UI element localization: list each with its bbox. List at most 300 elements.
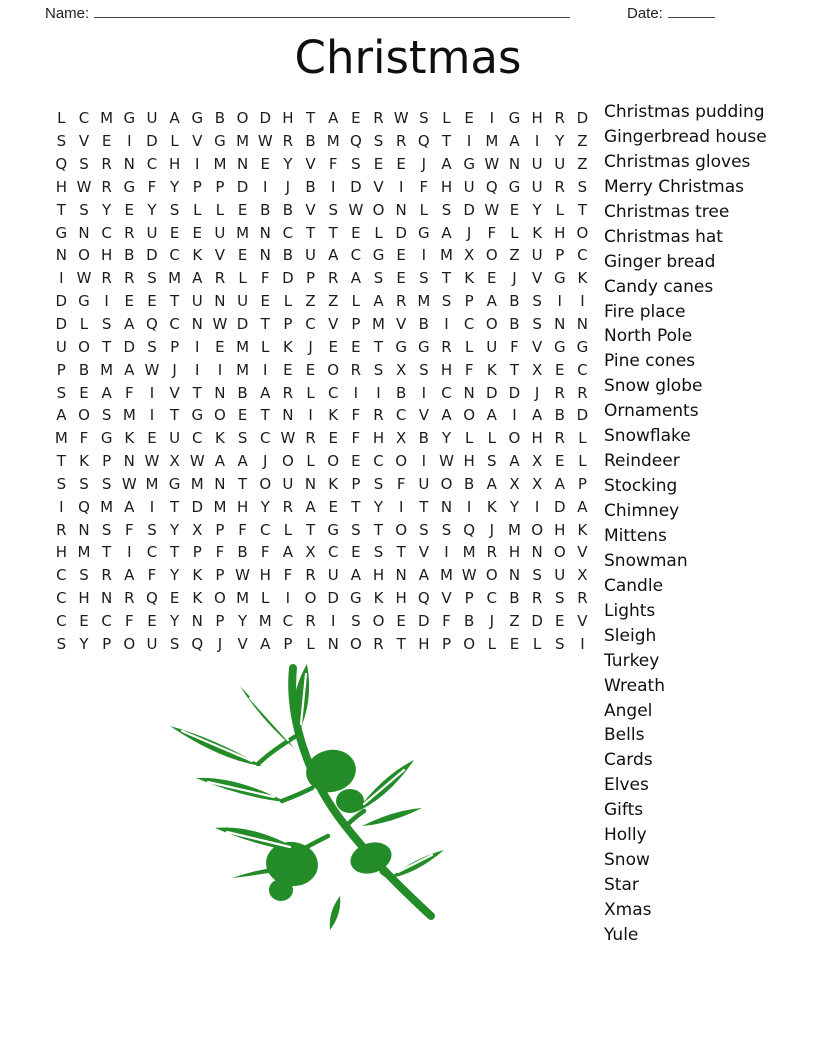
grid-cell: F bbox=[124, 383, 134, 402]
word-list-item: Turkey bbox=[604, 650, 660, 671]
grid-cell: I bbox=[330, 611, 336, 630]
grid-cell: G bbox=[350, 589, 362, 608]
grid-cell: A bbox=[282, 543, 294, 562]
olive-branch-illustration bbox=[160, 660, 450, 936]
grid-cell: S bbox=[419, 520, 429, 539]
grid-cell: C bbox=[441, 383, 452, 402]
word-list-item: Xmas bbox=[604, 900, 652, 920]
grid-cell: X bbox=[531, 360, 543, 379]
grid-cell: O bbox=[281, 452, 294, 471]
grid-cell: W bbox=[144, 360, 160, 379]
grid-cell: A bbox=[214, 452, 226, 471]
grid-cell: N bbox=[123, 452, 135, 471]
grid-cell: A bbox=[418, 566, 429, 585]
grid-cell: S bbox=[419, 360, 429, 379]
grid-cell: M bbox=[236, 360, 250, 379]
grid-cell: A bbox=[441, 223, 452, 242]
grid-cell: Y bbox=[79, 634, 89, 653]
grid-cell: I bbox=[376, 383, 381, 402]
grid-cell: R bbox=[395, 292, 407, 311]
grid-cell: L bbox=[283, 292, 293, 311]
grid-cell: Y bbox=[237, 611, 248, 630]
grid-cell: I bbox=[534, 497, 540, 516]
grid-cell: J bbox=[308, 337, 313, 356]
grid-cell: S bbox=[487, 452, 497, 471]
word-list-item: Ornaments bbox=[604, 401, 699, 422]
grid-cell: D bbox=[350, 177, 362, 196]
grid-cell: S bbox=[532, 315, 542, 334]
word-list-item: Star bbox=[604, 875, 639, 896]
word-list-item: Snowflake bbox=[604, 426, 691, 447]
grid-cell: Q bbox=[191, 634, 204, 653]
grid-cell: O bbox=[372, 611, 385, 630]
grid-cell: N bbox=[576, 315, 589, 334]
grid-cell: T bbox=[441, 132, 452, 151]
grid-cell: K bbox=[192, 246, 203, 265]
grid-cell: F bbox=[396, 474, 406, 493]
grid-cell: P bbox=[351, 315, 361, 334]
grid-cell: T bbox=[305, 520, 316, 539]
grid-cell: K bbox=[577, 520, 588, 539]
grid-cell: Y bbox=[283, 155, 293, 174]
grid-cell: H bbox=[101, 246, 113, 265]
grid-cell: N bbox=[101, 589, 113, 608]
grid-cell: C bbox=[78, 109, 90, 128]
grid-cell: V bbox=[418, 406, 429, 425]
grid-cell: A bbox=[124, 566, 135, 585]
grid-cell: C bbox=[486, 589, 498, 608]
grid-cell: F bbox=[147, 566, 157, 585]
grid-cell: E bbox=[373, 155, 384, 174]
grid-cell: C bbox=[577, 360, 588, 379]
grid-cell: Z bbox=[577, 132, 588, 151]
grid-cell: W bbox=[121, 474, 137, 493]
grid-cell: M bbox=[54, 429, 68, 448]
grid-cell: R bbox=[282, 383, 294, 402]
grid-cell: Q bbox=[146, 589, 158, 608]
word-list-item: Stocking bbox=[604, 476, 678, 497]
grid-cell: H bbox=[531, 109, 543, 128]
grid-cell: U bbox=[282, 474, 294, 493]
grid-cell: A bbox=[577, 497, 588, 516]
grid-cell: E bbox=[79, 611, 89, 630]
word-list-item: Chimney bbox=[604, 501, 680, 521]
grid-cell: E bbox=[555, 452, 565, 471]
date-blank-line bbox=[668, 3, 715, 18]
grid-cell: P bbox=[306, 269, 316, 288]
grid-cell: P bbox=[577, 474, 587, 493]
grid-cell: A bbox=[260, 383, 271, 402]
grid-cell: A bbox=[56, 406, 67, 425]
grid-cell: A bbox=[554, 474, 565, 493]
grid-cell: R bbox=[350, 360, 362, 379]
grid-cell: I bbox=[195, 337, 200, 356]
grid-cell: C bbox=[56, 566, 67, 585]
grid-cell: O bbox=[78, 337, 90, 356]
grid-cell: E bbox=[509, 634, 520, 653]
grid-cell: P bbox=[215, 520, 225, 539]
grid-cell: I bbox=[149, 406, 155, 425]
grid-cell: T bbox=[373, 337, 384, 356]
grid-cell: S bbox=[555, 589, 565, 608]
grid-cell: W bbox=[484, 200, 500, 219]
grid-cell: I bbox=[353, 383, 359, 402]
grid-cell: O bbox=[214, 406, 226, 425]
grid-cell: U bbox=[214, 223, 226, 242]
grid-cell: G bbox=[327, 520, 340, 539]
grid-cell: T bbox=[170, 406, 180, 425]
grid-cell: L bbox=[487, 634, 496, 653]
grid-cell: L bbox=[238, 269, 247, 288]
grid-cell: H bbox=[168, 155, 181, 174]
grid-cell: G bbox=[123, 109, 136, 128]
grid-cell: E bbox=[396, 269, 406, 288]
grid-cell: V bbox=[396, 315, 407, 334]
grid-cell: D bbox=[282, 269, 294, 288]
grid-cell: B bbox=[282, 200, 294, 219]
grid-cell: S bbox=[56, 132, 67, 151]
grid-cell: R bbox=[56, 520, 67, 539]
grid-cell: O bbox=[259, 474, 272, 493]
grid-cell: L bbox=[578, 429, 587, 448]
grid-cell: V bbox=[169, 383, 180, 402]
grid-cell: E bbox=[237, 246, 248, 265]
word-list-item: Holly bbox=[604, 825, 647, 846]
grid-cell: D bbox=[486, 383, 498, 402]
grid-cell: H bbox=[55, 543, 67, 562]
grid-cell: Q bbox=[463, 520, 476, 539]
grid-cell: M bbox=[440, 566, 453, 585]
grid-cell: G bbox=[463, 155, 475, 174]
grid-cell: A bbox=[124, 360, 135, 379]
grid-cell: V bbox=[214, 246, 226, 265]
grid-cell: R bbox=[305, 611, 316, 630]
grid-cell: S bbox=[56, 383, 67, 402]
grid-cell: T bbox=[102, 337, 112, 356]
grid-cell: A bbox=[373, 292, 384, 311]
grid-cell: T bbox=[305, 223, 316, 242]
word-list-item: Gifts bbox=[604, 800, 644, 821]
grid-cell: V bbox=[577, 543, 588, 562]
grid-cell: C bbox=[259, 429, 271, 448]
grid-cell: S bbox=[351, 155, 361, 174]
name-blank-line bbox=[94, 3, 570, 18]
grid-cell: X bbox=[531, 474, 543, 493]
grid-cell: Y bbox=[441, 429, 452, 448]
grid-cell: I bbox=[330, 177, 336, 196]
grid-cell: C bbox=[169, 246, 180, 265]
grid-cell: A bbox=[192, 269, 203, 288]
grid-cell: D bbox=[327, 589, 339, 608]
grid-cell: M bbox=[100, 109, 114, 128]
grid-cell: H bbox=[259, 566, 271, 585]
grid-cell: D bbox=[553, 497, 566, 516]
grid-cell: I bbox=[580, 292, 585, 311]
grid-cell: S bbox=[79, 200, 89, 219]
word-list-item: Lights bbox=[604, 600, 656, 621]
grid-cell: M bbox=[236, 132, 250, 151]
word-list-item: Angel bbox=[604, 700, 653, 721]
grid-cell: S bbox=[79, 155, 89, 174]
grid-cell: Y bbox=[373, 497, 384, 516]
grid-cell: G bbox=[55, 223, 68, 242]
grid-cell: V bbox=[373, 177, 384, 196]
grid-cell: T bbox=[260, 406, 270, 425]
grid-cell: E bbox=[396, 246, 406, 265]
grid-cell: N bbox=[327, 634, 339, 653]
grid-cell: I bbox=[421, 246, 427, 265]
grid-cell: X bbox=[305, 543, 316, 562]
grid-cell: U bbox=[418, 474, 430, 493]
grid-cell: P bbox=[215, 566, 225, 585]
grid-cell: K bbox=[464, 269, 475, 288]
grid-cell: B bbox=[282, 246, 294, 265]
grid-cell: U bbox=[327, 566, 339, 585]
grid-cell: U bbox=[169, 429, 181, 448]
grid-cell: S bbox=[373, 132, 384, 151]
grid-cell: V bbox=[577, 611, 588, 630]
grid-cell: K bbox=[124, 429, 135, 448]
grid-cell: D bbox=[146, 132, 158, 151]
grid-cell: R bbox=[554, 383, 565, 402]
grid-cell: H bbox=[440, 360, 453, 379]
grid-cell: P bbox=[441, 634, 451, 653]
grid-cell: M bbox=[372, 315, 385, 334]
grid-cell: O bbox=[78, 406, 90, 425]
grid-cell: F bbox=[442, 611, 451, 630]
grid-cell: M bbox=[77, 543, 91, 562]
grid-cell: D bbox=[55, 315, 68, 334]
grid-cell: G bbox=[553, 269, 566, 288]
grid-cell: F bbox=[124, 611, 134, 630]
grid-cell: Q bbox=[417, 132, 430, 151]
grid-cell: M bbox=[417, 292, 431, 311]
grid-cell: D bbox=[191, 497, 204, 516]
grid-cell: S bbox=[101, 315, 112, 334]
grid-cell: N bbox=[508, 155, 521, 174]
grid-cell: T bbox=[56, 452, 66, 471]
word-list-item: Candle bbox=[604, 575, 664, 596]
grid-cell: G bbox=[100, 429, 113, 448]
grid-cell: Y bbox=[170, 177, 180, 196]
grid-cell: F bbox=[328, 155, 338, 174]
grid-cell: N bbox=[55, 246, 67, 265]
grid-cell: X bbox=[192, 520, 203, 539]
word-list-item: Snowman bbox=[604, 550, 688, 571]
grid-cell: C bbox=[169, 315, 180, 334]
grid-cell: H bbox=[372, 429, 385, 448]
grid-cell: W bbox=[280, 429, 296, 448]
grid-cell: I bbox=[398, 177, 404, 196]
grid-cell: M bbox=[236, 589, 250, 608]
word-search-grid bbox=[50, 107, 594, 655]
grid-cell: D bbox=[123, 337, 136, 356]
grid-cell: C bbox=[101, 223, 112, 242]
grid-cell: S bbox=[169, 200, 180, 219]
grid-cell: S bbox=[532, 292, 542, 311]
grid-cell: O bbox=[463, 406, 476, 425]
word-list-item: Bells bbox=[604, 725, 645, 746]
grid-cell: L bbox=[283, 520, 293, 539]
grid-cell: I bbox=[580, 634, 585, 653]
grid-cell: C bbox=[305, 315, 316, 334]
grid-cell: O bbox=[440, 474, 453, 493]
grid-cell: N bbox=[463, 383, 475, 402]
grid-cell: E bbox=[237, 200, 248, 219]
grid-cell: E bbox=[215, 337, 225, 356]
grid-cell: Z bbox=[509, 611, 520, 630]
grid-cell: B bbox=[305, 132, 316, 151]
grid-cell: E bbox=[555, 360, 565, 379]
grid-cell: W bbox=[348, 200, 364, 219]
grid-cell: A bbox=[237, 452, 248, 471]
grid-cell: R bbox=[124, 223, 135, 242]
grid-cell: U bbox=[554, 566, 566, 585]
grid-cell: U bbox=[146, 109, 158, 128]
grid-cell: T bbox=[419, 497, 429, 516]
grid-cell: R bbox=[554, 429, 565, 448]
grid-cell: A bbox=[350, 566, 361, 585]
grid-cell: B bbox=[260, 200, 271, 219]
grid-cell: F bbox=[79, 429, 89, 448]
grid-cell: T bbox=[305, 109, 316, 128]
grid-cell: W bbox=[461, 566, 477, 585]
grid-cell: E bbox=[396, 611, 406, 630]
grid-cell: K bbox=[577, 269, 588, 288]
grid-cell: W bbox=[76, 177, 92, 196]
grid-cell: O bbox=[349, 634, 362, 653]
grid-cell: S bbox=[237, 429, 248, 448]
grid-cell: J bbox=[489, 520, 495, 539]
grid-cell: M bbox=[100, 360, 114, 379]
date-field bbox=[627, 3, 715, 22]
grid-cell: I bbox=[217, 360, 223, 379]
grid-cell: L bbox=[215, 200, 225, 219]
grid-cell: L bbox=[79, 315, 89, 334]
grid-cell: N bbox=[191, 315, 203, 334]
grid-cell: A bbox=[531, 406, 543, 425]
grid-cell: E bbox=[169, 223, 180, 242]
grid-cell: E bbox=[328, 497, 338, 516]
grid-cell: S bbox=[373, 474, 384, 493]
grid-cell: C bbox=[259, 520, 271, 539]
grid-cell: L bbox=[57, 109, 66, 128]
grid-cell: E bbox=[396, 155, 406, 174]
grid-cell: R bbox=[305, 429, 316, 448]
grid-cell: O bbox=[327, 360, 340, 379]
grid-cell: L bbox=[306, 452, 315, 471]
grid-cell: M bbox=[326, 132, 340, 151]
grid-cell: V bbox=[328, 315, 339, 334]
grid-cell: P bbox=[464, 292, 474, 311]
grid-cell: V bbox=[78, 132, 90, 151]
grid-cell: H bbox=[418, 634, 430, 653]
grid-cell: Y bbox=[260, 497, 270, 516]
grid-cell: N bbox=[191, 611, 203, 630]
grid-cell: R bbox=[531, 589, 543, 608]
grid-cell: W bbox=[484, 155, 500, 174]
grid-cell: G bbox=[123, 177, 136, 196]
grid-cell: P bbox=[192, 177, 202, 196]
grid-cell: A bbox=[124, 315, 135, 334]
grid-cell: E bbox=[124, 292, 135, 311]
grid-cell: I bbox=[127, 543, 132, 562]
word-list-item: Fire place bbox=[604, 301, 686, 322]
grid-cell: D bbox=[259, 109, 272, 128]
grid-cell: D bbox=[395, 223, 407, 242]
grid-cell: I bbox=[195, 360, 200, 379]
grid-cell: A bbox=[486, 406, 497, 425]
grid-cell: Y bbox=[102, 200, 112, 219]
grid-cell: H bbox=[236, 497, 249, 516]
grid-cell: A bbox=[441, 155, 452, 174]
grid-cell: T bbox=[170, 292, 180, 311]
grid-cell: L bbox=[532, 634, 542, 653]
grid-cell: U bbox=[554, 155, 566, 174]
word-list-item: Christmas tree bbox=[604, 201, 730, 222]
grid-cell: A bbox=[350, 269, 361, 288]
grid-cell: N bbox=[440, 497, 453, 516]
grid-cell: N bbox=[554, 315, 566, 334]
grid-cell: H bbox=[531, 429, 543, 448]
grid-cell: L bbox=[193, 200, 202, 219]
grid-cell: R bbox=[101, 155, 112, 174]
grid-cell: T bbox=[237, 474, 248, 493]
grid-cell: E bbox=[351, 109, 361, 128]
grid-cell: B bbox=[554, 406, 565, 425]
grid-cell: Q bbox=[146, 315, 158, 334]
grid-cell: U bbox=[305, 246, 317, 265]
grid-cell: E bbox=[351, 337, 361, 356]
grid-cell: E bbox=[555, 611, 565, 630]
grid-cell: I bbox=[127, 132, 132, 151]
grid-cell: M bbox=[145, 474, 159, 493]
grid-cell: O bbox=[531, 520, 544, 539]
grid-cell: F bbox=[260, 543, 270, 562]
grid-cell: X bbox=[577, 566, 588, 585]
grid-cell: T bbox=[328, 223, 338, 242]
grid-cell: U bbox=[191, 292, 203, 311]
grid-cell: T bbox=[260, 315, 270, 334]
word-list-item: Snow bbox=[604, 850, 650, 871]
grid-cell: C bbox=[282, 223, 294, 242]
grid-cell: J bbox=[263, 452, 268, 471]
grid-cell: L bbox=[261, 337, 270, 356]
grid-cell: J bbox=[512, 269, 517, 288]
grid-cell: E bbox=[328, 429, 338, 448]
grid-cell: A bbox=[101, 383, 112, 402]
word-list-item: Elves bbox=[604, 775, 649, 796]
grid-cell: P bbox=[283, 315, 293, 334]
grid-cell: S bbox=[373, 543, 384, 562]
grid-cell: S bbox=[56, 634, 67, 653]
grid-cell: N bbox=[395, 566, 407, 585]
grid-cell: R bbox=[486, 543, 498, 562]
grid-cell: W bbox=[144, 452, 160, 471]
grid-cell: Q bbox=[55, 155, 68, 174]
grid-cell: T bbox=[509, 360, 520, 379]
grid-cell: P bbox=[56, 360, 66, 379]
grid-cell: I bbox=[195, 155, 200, 174]
grid-cell: I bbox=[534, 132, 540, 151]
grid-cell: N bbox=[508, 566, 521, 585]
grid-cell: I bbox=[489, 109, 495, 128]
name-field bbox=[45, 3, 570, 22]
grid-cell: S bbox=[532, 566, 542, 585]
grid-cell: N bbox=[214, 383, 226, 402]
grid-cell: B bbox=[305, 177, 316, 196]
grid-cell: A bbox=[509, 452, 520, 471]
